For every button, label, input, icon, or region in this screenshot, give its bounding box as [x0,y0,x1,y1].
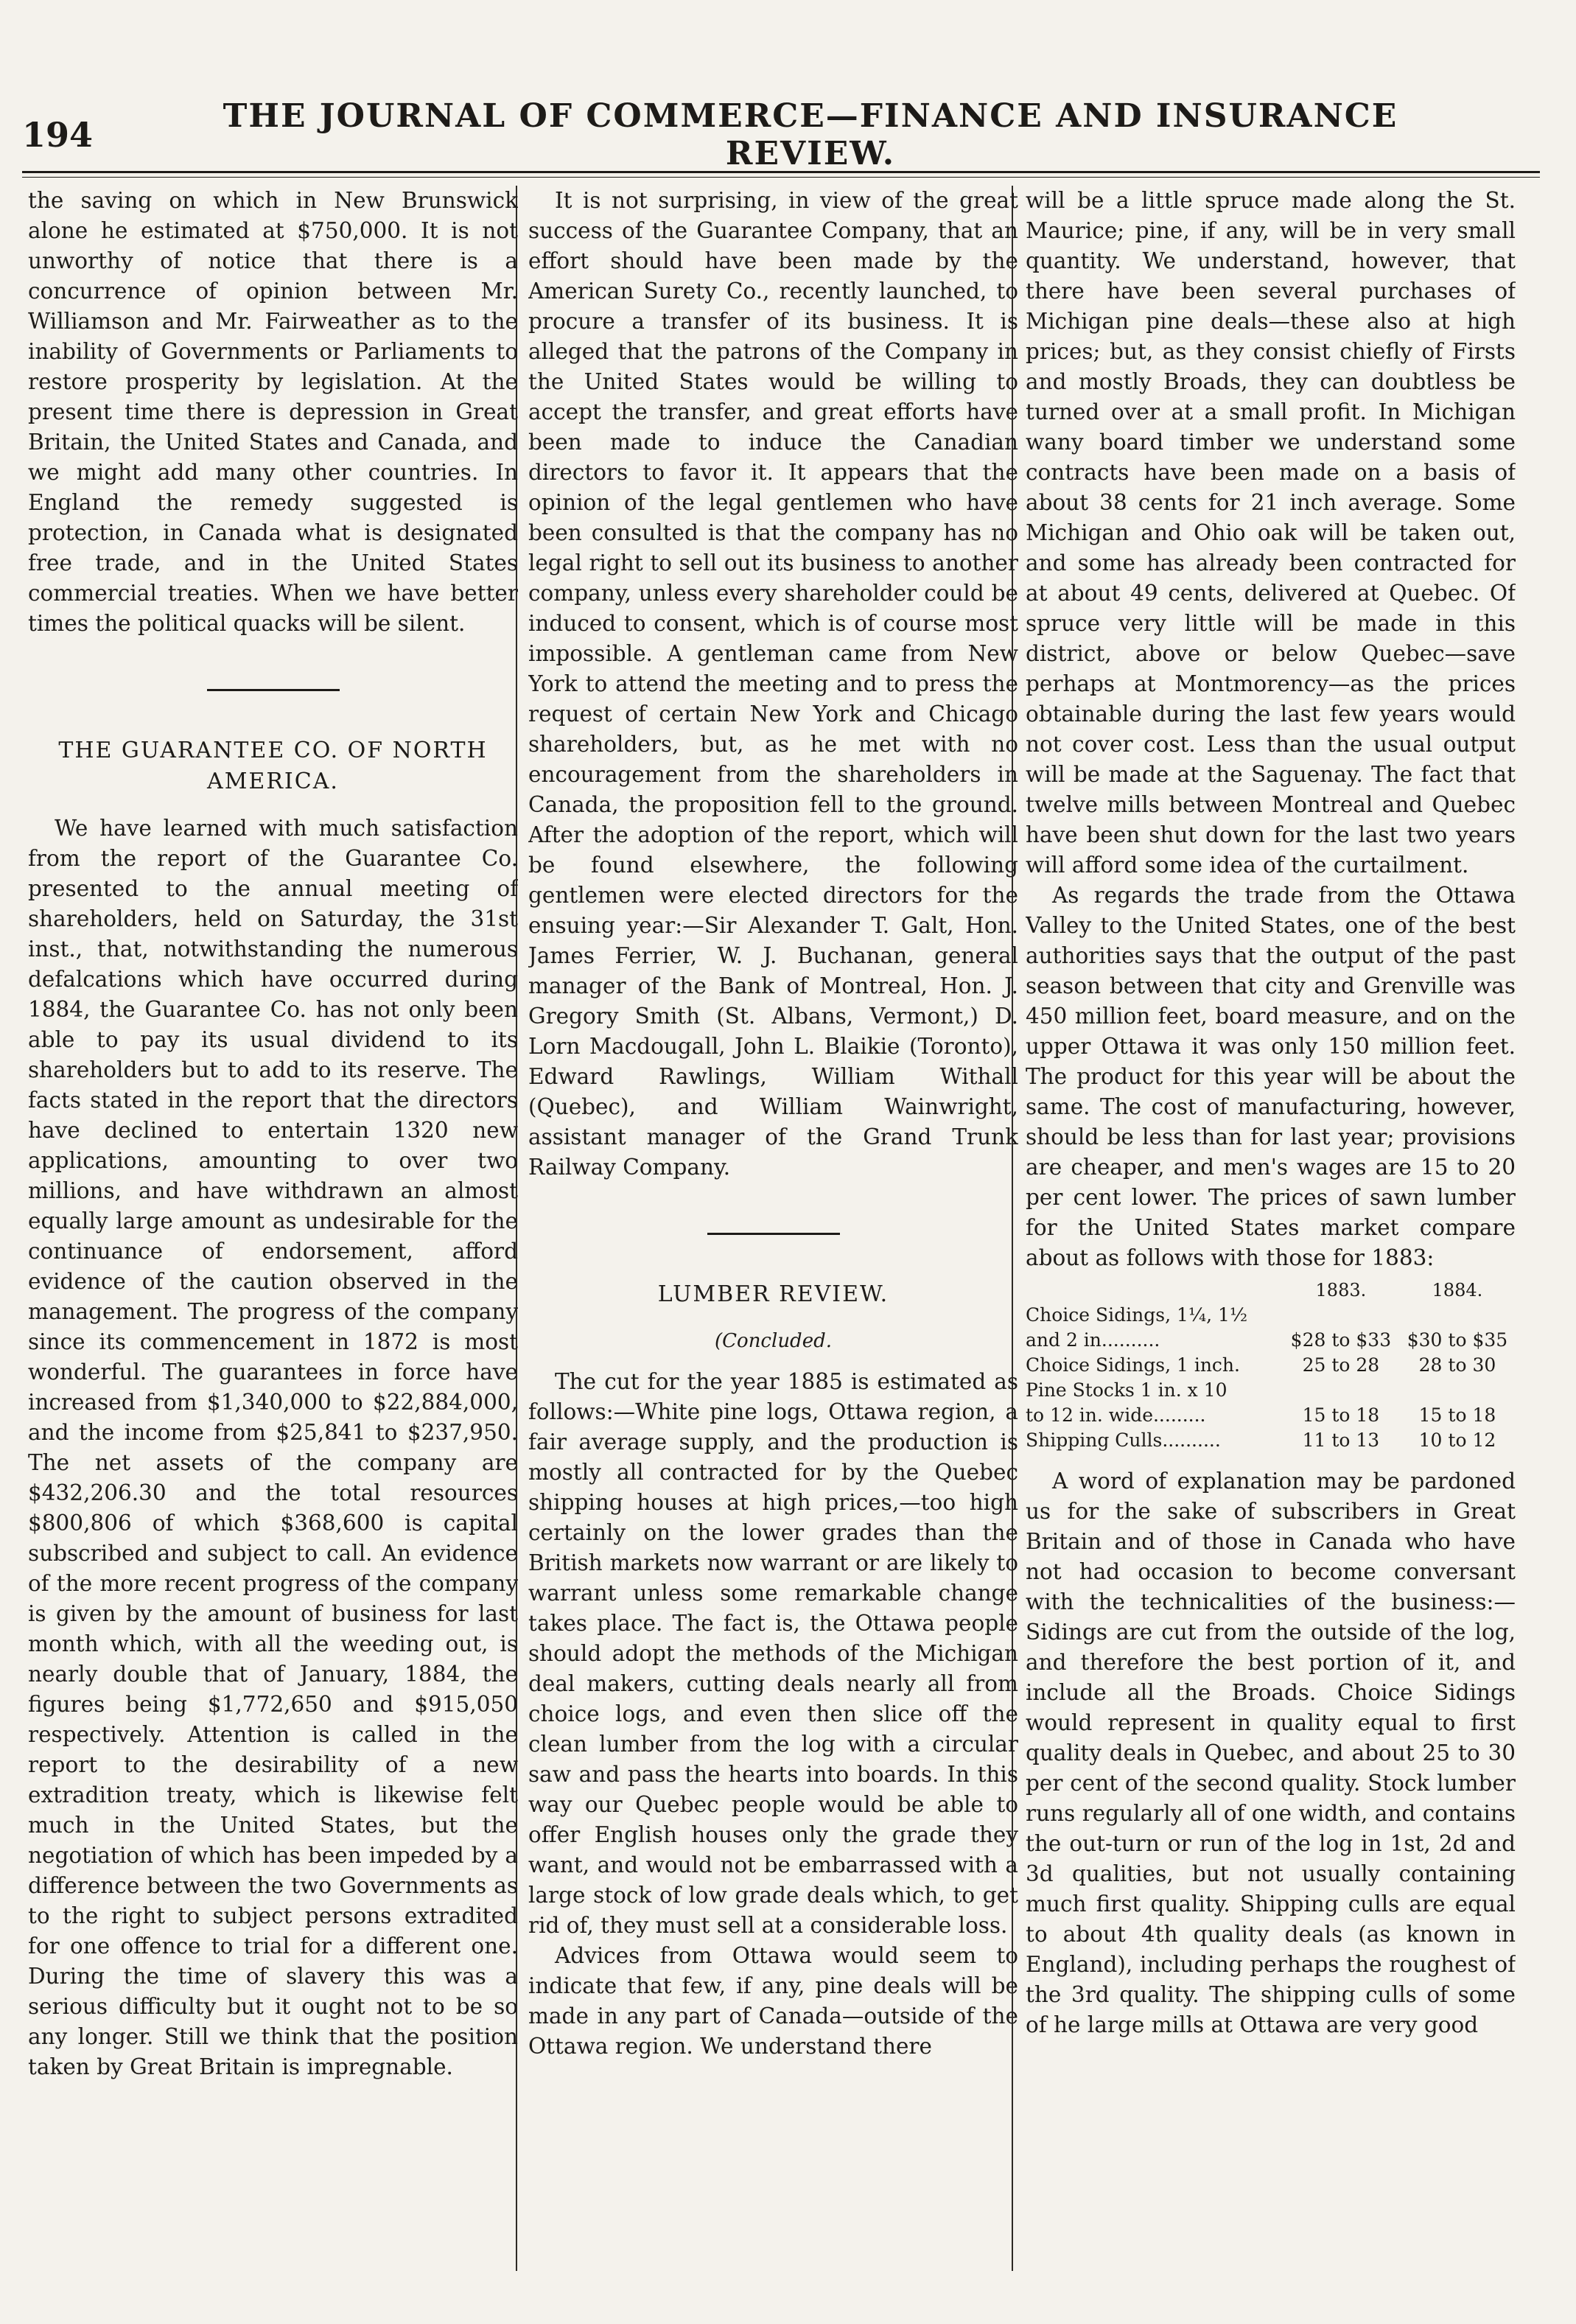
table-header-cell: 1883. [1315,1280,1367,1301]
table-cell: 11 to 13 [1302,1429,1380,1451]
table-cell: 15 to 18 [1418,1404,1496,1426]
table-row [1026,1428,1516,1453]
column-3 [1026,186,1516,2293]
table-row [1026,1403,1516,1428]
table-header-row [1026,1278,1516,1303]
paragraph: the saving on which in New Brunswick alone he estimated at $750,000. It is not unworthy of notice that there is a concurrence of opinion between Mr. Williamson and Mr. Fairweather as to the inability of Governments or Parliaments to restore prosperity by legislation. At the present time there is depression in Great Britain, the United States and Canada, and we might add many other countries. In England the remedy suggested is protection, in Canada what is designated free trade, and in the United States commercial treaties. When we have better times the political quacks will be silent. [28,188,518,636]
table-cell [1399,1378,1516,1403]
section-subheading: (Concluded. [715,1330,832,1352]
table-header-cell: 1884. [1432,1280,1483,1301]
table-row [1026,1328,1516,1353]
paragraph: Advices from Ottawa would seem to indicate that few, if any, pine deals will be made in any part of Canada—outside of the Ottawa region. We understand there [528,1943,1018,2059]
table-header-cell [1026,1278,1283,1303]
column-2 [528,186,1018,2293]
page-number: 194 [22,115,94,155]
table-cell: 25 to 28 [1302,1354,1380,1376]
column-1 [28,186,518,2293]
table-cell: Shipping Culls.......... [1026,1429,1221,1451]
paragraph: A word of explanation may be pardoned us for the sake of subscribers in Great Britain and of those in Canada who have not had occasion to become conversant with the technicalities of the business:—Sidings are cut from the outside of the log, and therefore the best portion of it, and include all the Broads. Choice Sidings would represent in quality equal to first quality deals in Quebec, and about 25 to 30 per cent of the second quality. Stock lumber runs regularly all of one width, and contains the out-turn or run of the log in 1st, 2d and 3d qualities, but not usually containing much first quality. Shipping culls are equal to about 4th quality deals (as known in England), including perhaps the roughest of the 3rd quality. The shipping culls of some of he large mills at Ottawa are very good [1026,1469,1516,2037]
table-row [1026,1353,1516,1378]
section-divider [207,689,340,691]
paragraph: It is not surprising, in view of the great success of the Guarantee Company, that an effort should have been made by the American Surety Co., recently launched, to procure a transfer of its business. It is alleged that the patrons of the Company in the United States would be willing to accept the transfer, and great efforts have been made to induce the Canadian directors to favor it. It appears that the opinion of the legal gentlemen who have been consulted is that the company has no legal right to sell out its business to another company, unless every shareholder could be induced to consent, which is of course most impossible. A gentleman came from New York to attend the meeting and to press the request of certain New York and Chicago shareholders, but, as he met with no encouragement from the shareholders in Canada, the proposition fell to the ground. After the adoption of the report, which will be found elsewhere, the following gentlemen were elected directors for the ensuing year:—Sir Alexander T. Galt, Hon. James Ferrier, W. J. Buchanan, general manager of the Bank of Montreal, Hon. J. Gregory Smith (St. Albans, Vermont,) D. Lorn Macdougall, John L. Blaikie (Toronto), Edward Rawlings, William Withall (Quebec), and William Wainwright, assistant manager of the Grand Trunk Railway Company. [528,188,1018,1180]
table-row [1026,1303,1516,1328]
table-cell [1399,1303,1516,1328]
table-row [1026,1378,1516,1403]
page-header [22,97,1540,172]
header-rule-thin [22,177,1540,178]
table-cell [1283,1378,1399,1403]
section-heading-lumber: LUMBER REVIEW. [657,1281,889,1307]
paragraph: As regards the trade from the Ottawa Valley to the United States, one of the best authorities says that the output of the past season between that city and Grenville was 450 million feet, board measure, and on the upper Ottawa it was only 150 million feet. The product for this year will be about the same. The cost of manufacturing, however, should be less than for last year; provisions are cheaper, and men's wages are 15 to 20 per cent lower. The prices of sawn lumber for the United States market compare about as follows with those for 1883: [1026,883,1516,1270]
table-cell: and 2 in.......... [1026,1329,1160,1351]
table-cell: $28 to $33 [1290,1329,1392,1351]
paragraph: We have learned with much satisfaction from the report of the Guarantee Co. presented to the annual meeting of shareholders, held on Saturday, the 31st inst., that, notwithstanding the numerous defalcations which have occurred during 1884, the Guarantee Co. has not only been able to pay its usual dividend to its shareholders but to add to its reserve. The facts stated in the report that the directors have declined to entertain 1320 new applications, amounting to over two millions, and have withdrawn an almost equally large amount as undesirable for the continuance of endorsement, afford evidence of the caution observed in the management. The progress of the company since its commencement in 1872 is most wonderful. The guarantees in force have increased from $1,340,000 to $22,884,000, and the income from $25,841 to $237,950. The net assets of the company are $432,206.30 and the total resources $800,806 of which $368,600 is capital subscribed and subject to call. An evidence of the more recent progress of the company is given by the amount of business for last month which, with all the weeding out, is nearly double that of January, 1884, the figures being $1,772,650 and $915,050 respectively. Attention is called in the report to the desirability of a new extradition treaty, which is likewise felt much in the United States, but the negotiation of which has been impeded by a difference between the two Governments as to the right to subject persons extradited for one offence to trial for a different one. During the time of slavery this was a serious difficulty but it ought not to be so any longer. Still we think that the position taken by Great Britain is impregnable. [28,816,518,2079]
header-rule [22,171,1540,173]
lumber-price-table [1026,1278,1516,1453]
table-cell: to 12 in. wide......... [1026,1404,1206,1426]
table-cell: $30 to $35 [1407,1329,1508,1351]
table-cell: 28 to 30 [1418,1354,1496,1376]
journal-title: THE JOURNAL OF COMMERCE—FINANCE AND INSURANCE REVIEW. [223,97,1398,172]
table-cell: Choice Sidings, 1¼, 1½ [1026,1304,1248,1326]
table-cell: Choice Sidings, 1 inch. [1026,1354,1240,1376]
paragraph: The cut for the year 1885 is estimated as follows:—White pine logs, Ottawa region, a fair average supply, and the production is mostly all contracted for by the Quebec shipping houses at high prices,—too high certainly on the lower grades than the British markets now warrant or are likely to warrant unless some remarkable change takes place. The fact is, the Ottawa people should adopt the methods of the Michigan deal makers, cutting deals nearly all from choice logs, and even then slice off the clean lumber from the log with a circular saw and pass the hearts into boards. In this way our Quebec people would be able to offer English houses only the grade they want, and would not be embarrassed with a large stock of low grade deals which, to get rid of, they must sell at a considerable loss. [528,1369,1018,1938]
paragraph: will be a little spruce made along the St. Maurice; pine, if any, will be in very small quantity. We understand, however, that there have been several purchases of Michigan pine deals—these also at high prices; but, as they consist chiefly of Firsts and mostly Broads, they can doubtless be turned over at a small profit. In Michigan wany board timber we understand some contracts have been made on a basis of about 38 cents for 21 inch average. Some Michigan and Ohio oak will be taken out, and some has already been contracted for at about 49 cents, delivered at Quebec. Of spruce very little will be made in this district, above or below Quebec—save perhaps at Montmorency—as the prices obtainable during the last few years would not cover cost. Less than the usual output will be made at the Saguenay. The fact that twelve mills between Montreal and Quebec have been shut down for the last two years will afford some idea of the curtailment. [1026,188,1516,878]
table-cell: Pine Stocks 1 in. x 10 [1026,1379,1227,1401]
section-heading-guarantee: THE GUARANTEE CO. OF NORTH AMERICA. [58,738,488,794]
table-cell [1283,1303,1399,1328]
section-divider [707,1233,840,1235]
table-cell: 15 to 18 [1302,1404,1380,1426]
table-cell: 10 to 12 [1418,1429,1496,1451]
